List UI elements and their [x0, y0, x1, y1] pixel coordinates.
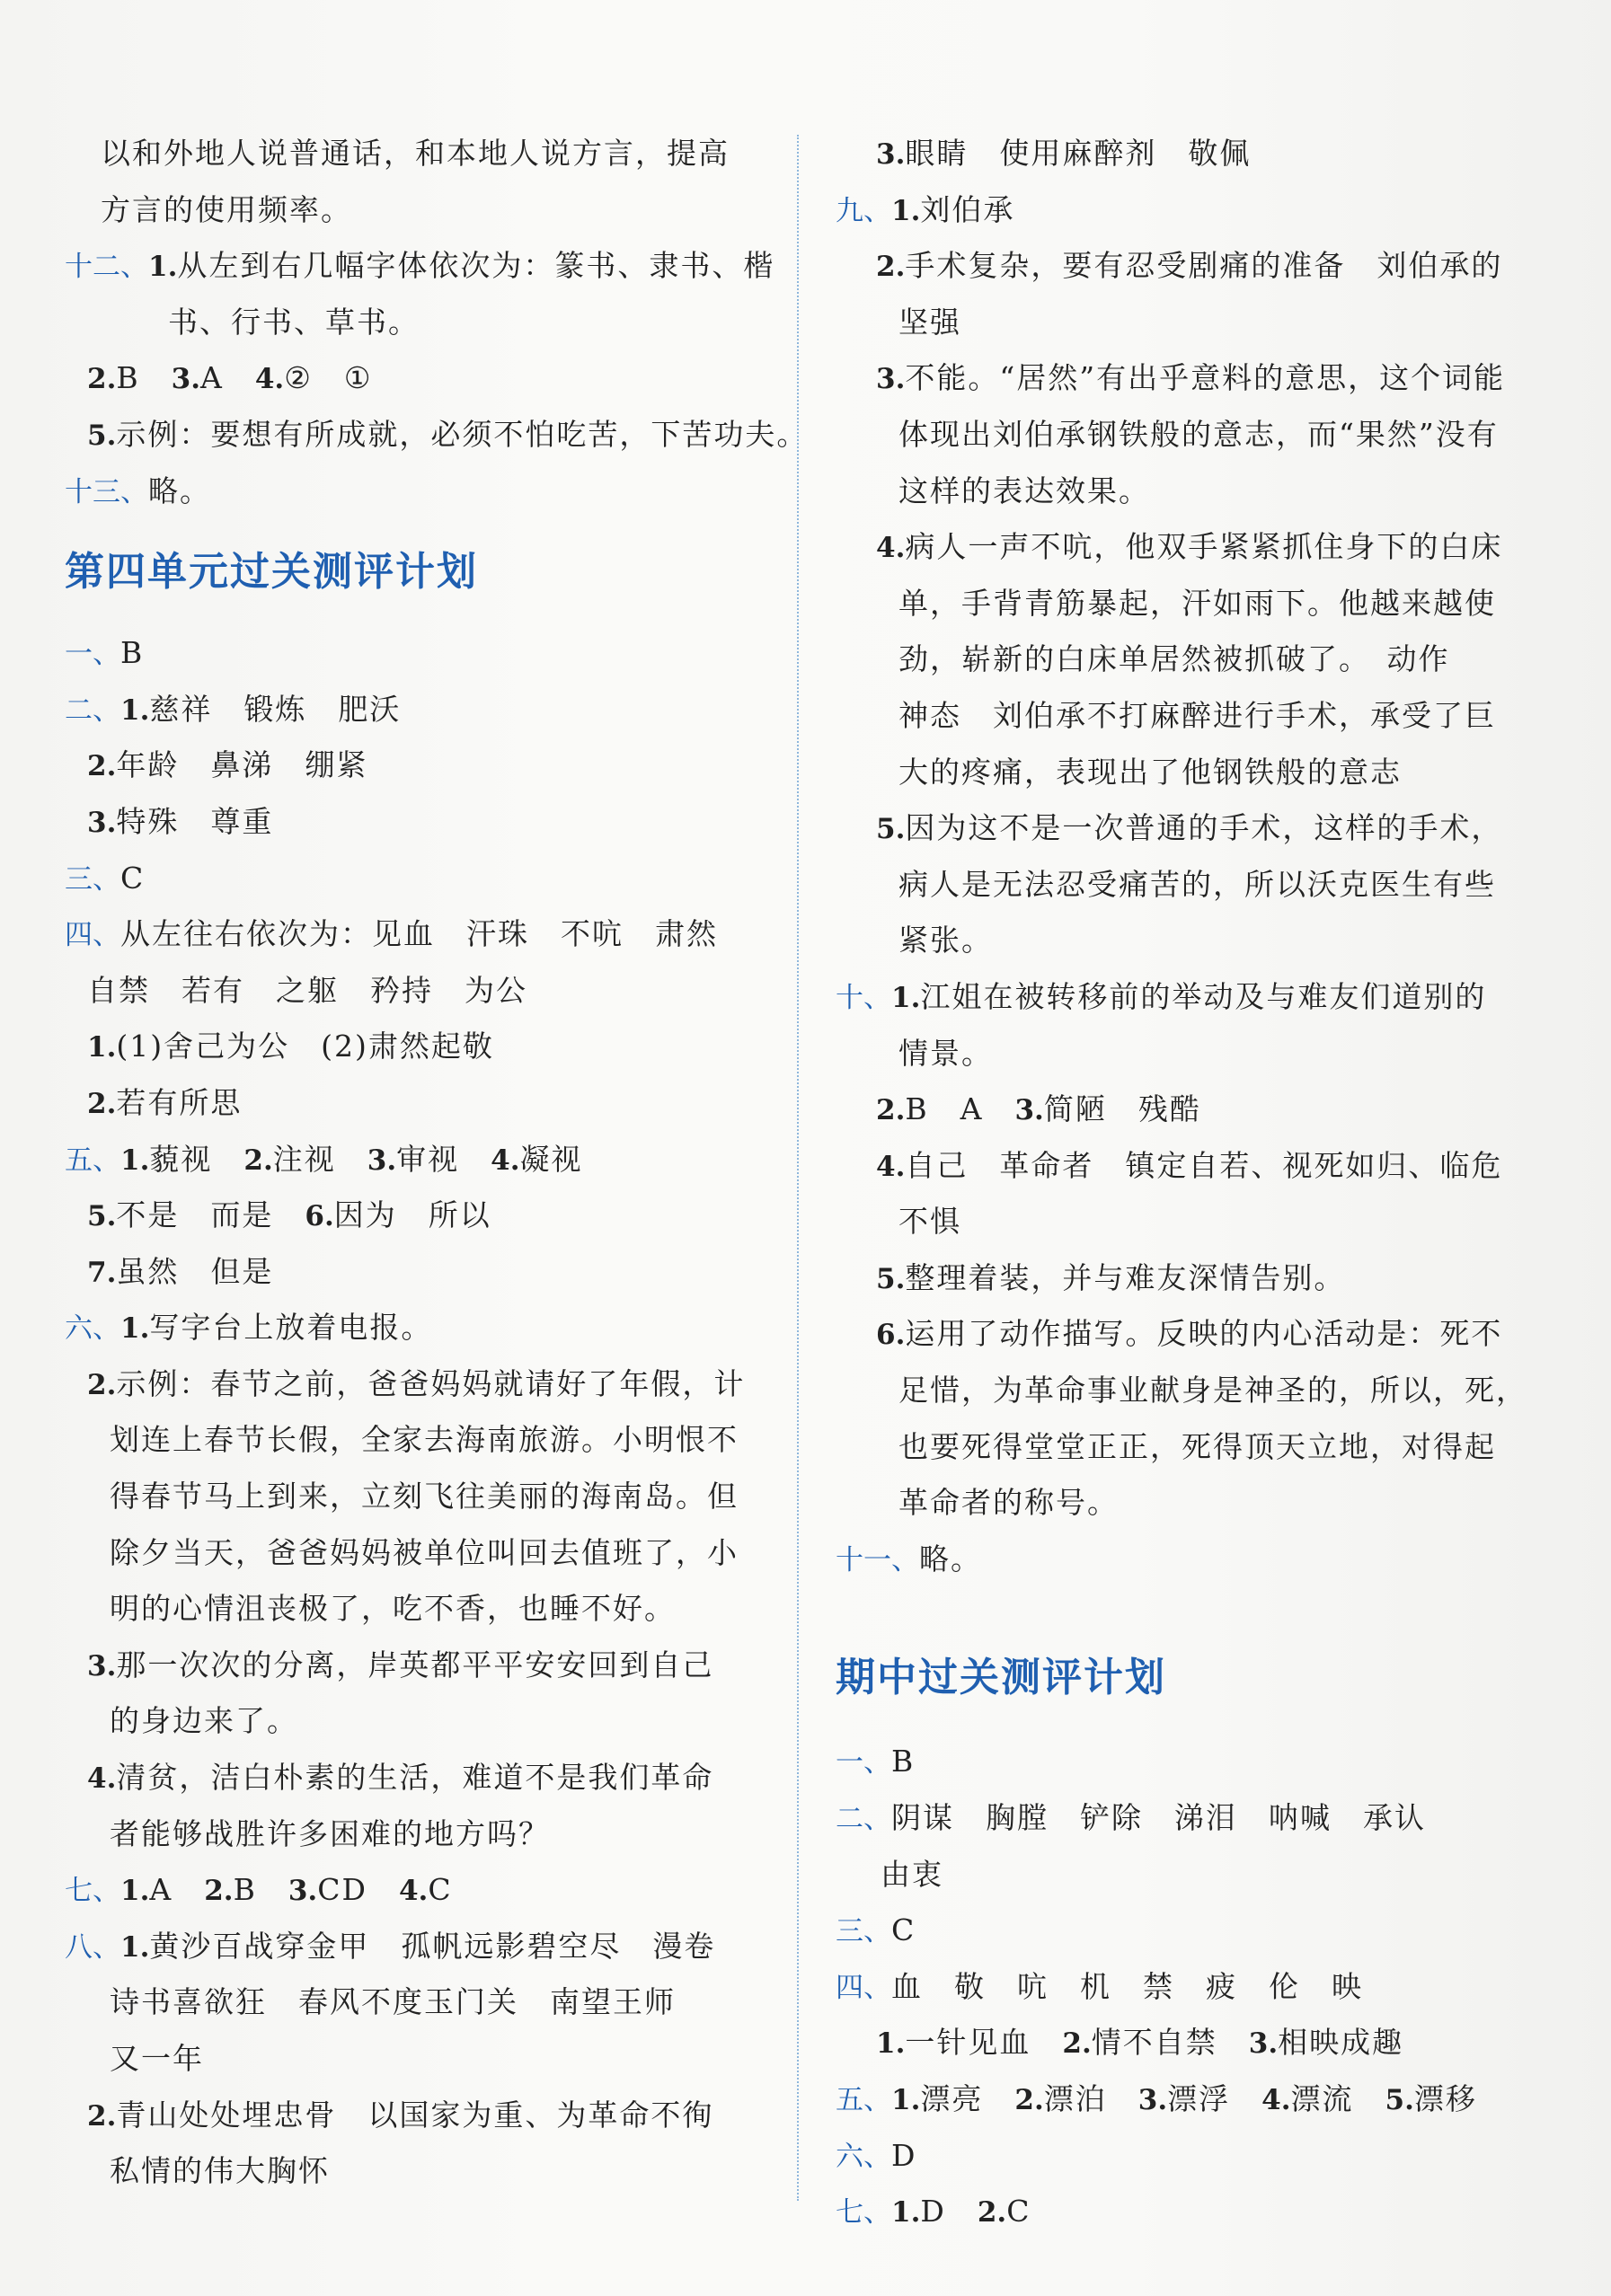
answer-line [836, 857, 1536, 914]
answer-line [836, 182, 1536, 239]
answer-text: 病人是无法忍受痛苦的，所以沃克医生有些 [898, 866, 1496, 902]
answer-text: C [891, 1912, 916, 1948]
answer-line [65, 2031, 766, 2088]
item-number: 3. [87, 1649, 117, 1682]
question-number: 九、 [836, 194, 891, 227]
answer-line [836, 1082, 1536, 1138]
answer-line [836, 631, 1536, 688]
item-number: 5. [87, 1200, 117, 1233]
answer-line [65, 295, 766, 351]
item-number: 1. [891, 194, 921, 227]
answer-text: 漂泊 [1043, 2081, 1138, 2116]
answer-line [836, 1959, 1536, 2016]
question-number: 六、 [65, 1312, 120, 1346]
answer-text: 方言的使用频率。 [101, 191, 352, 227]
answer-line [836, 576, 1536, 632]
answer-text: 注视 [272, 1141, 367, 1177]
answer-line [836, 126, 1536, 182]
item-number: 1. [891, 2084, 921, 2116]
item-number: 6. [305, 1200, 334, 1233]
answer-text: 审视 [396, 1141, 491, 1177]
answer-text: 示例：要想有所成就，必须不怕吃苦，下苦功夫。 [116, 416, 809, 452]
answer-line [836, 1419, 1536, 1476]
answer-text: 年龄 鼻涕 绷紧 [116, 747, 368, 783]
answer-line [65, 1469, 766, 1525]
answer-line [65, 682, 766, 738]
answer-text: C [120, 860, 146, 896]
answer-text: D [920, 2194, 978, 2230]
question-number: 六、 [836, 2140, 891, 2173]
answer-line [65, 1693, 766, 1750]
question-number: 八、 [65, 1930, 120, 1964]
question-number: 三、 [836, 1915, 891, 1948]
answer-line [65, 1132, 766, 1188]
answer-text: 诗书喜欲狂 春风不度玉门关 南望王师 [110, 1984, 676, 2020]
answer-text: 以和外地人说普通话，和本地人说方言，提高 [101, 136, 730, 171]
item-number: 5. [876, 813, 906, 846]
question-number: 三、 [65, 862, 120, 896]
question-number: 十二、 [65, 251, 148, 284]
item-number: 3. [876, 138, 906, 171]
answer-line [836, 2184, 1536, 2240]
item-number: 2. [204, 1875, 234, 1908]
item-number: 4. [398, 1875, 429, 1908]
item-number: 3. [87, 806, 117, 839]
answer-line [65, 1244, 766, 1301]
answer-text: 特殊 尊重 [116, 803, 274, 839]
answer-line [65, 126, 766, 182]
item-number: 1. [120, 1312, 150, 1346]
item-number: 5. [876, 1262, 906, 1295]
answer-text: CD [317, 1872, 399, 1908]
item-number: 2. [87, 363, 117, 396]
answer-text: D [891, 2137, 917, 2173]
answer-line [836, 1532, 1536, 1588]
answer-line [836, 1475, 1536, 1532]
answer-line [65, 182, 766, 239]
answer-text: 刘伯承 [920, 191, 1015, 227]
answer-text: 一针见血 [905, 2025, 1063, 2061]
question-number: 一、 [836, 1746, 891, 1779]
answer-text: 情景。 [898, 1035, 993, 1071]
answer-text: 略。 [919, 1541, 982, 1576]
answer-line [836, 2015, 1536, 2071]
item-number: 4. [491, 1144, 520, 1177]
item-number: 1. [148, 251, 178, 284]
answer-line [836, 350, 1536, 407]
answer-text: 虽然 但是 [116, 1253, 274, 1289]
answer-line [65, 464, 766, 520]
answer-text: 革命者的称号。 [898, 1485, 1119, 1521]
answer-text: B A [905, 1091, 1015, 1127]
answer-text: 除夕当天，爸爸妈妈被单位叫回去值班了，小 [110, 1534, 739, 1570]
answer-text: 漂移 [1413, 2081, 1477, 2116]
answer-text: 体现出刘伯承钢铁般的意志，而“果然”没有 [898, 416, 1499, 452]
question-number: 二、 [65, 693, 120, 727]
answer-text: 示例：春节之前，爸爸妈妈就请好了年假，计 [116, 1365, 746, 1401]
answer-line [65, 1806, 766, 1863]
answer-line [836, 1250, 1536, 1307]
answer-line [836, 800, 1536, 857]
answer-line [65, 1525, 766, 1582]
answer-line [836, 688, 1536, 745]
question-number: 十三、 [65, 475, 148, 508]
answer-line [836, 1363, 1536, 1419]
answer-line [836, 1790, 1536, 1847]
answer-text: 劲，崭新的白床单居然被抓破了。 动作 [898, 641, 1450, 677]
answer-text: 书、行书、草书。 [168, 304, 420, 340]
answer-text: 从左到右几幅字体依次为：篆书、隶书、楷 [177, 248, 775, 284]
answer-text: 不是 而是 [116, 1197, 305, 1233]
item-number: 3. [367, 1144, 397, 1177]
item-number: 2. [243, 1144, 273, 1177]
item-number: 1. [120, 693, 150, 727]
answer-text: A [149, 1872, 205, 1908]
question-number: 十、 [836, 981, 891, 1014]
answer-text: 漂流 [1290, 2081, 1385, 2116]
answer-text: 划连上春节长假，全家去海南旅游。小明恨不 [110, 1422, 739, 1458]
answer-text: 手术复杂，要有忍受剧痛的准备 刘伯承的 [905, 248, 1503, 284]
item-number: 7. [87, 1256, 117, 1289]
answer-line [836, 2071, 1536, 2128]
answer-text: 黄沙百战穿金甲 孤帆远影碧空尽 漫卷 [149, 1928, 716, 1964]
answer-text: A [200, 360, 255, 396]
answer-text: 简陋 残酷 [1043, 1091, 1201, 1127]
answer-text: 神态 刘伯承不打麻醉进行手术，承受了巨 [898, 697, 1496, 733]
item-number: 3. [171, 363, 201, 396]
answer-line [65, 1075, 766, 1132]
answer-text: 因为这不是一次普通的手术，这样的手术， [905, 810, 1503, 846]
answer-text: 这样的表达效果。 [898, 472, 1150, 508]
answer-line [65, 625, 766, 682]
question-number: 一、 [65, 638, 120, 671]
question-number: 五、 [65, 1144, 120, 1177]
answer-line [65, 1356, 766, 1413]
answer-line [65, 1750, 766, 1806]
answer-line [65, 1300, 766, 1356]
answer-text: 青山处处埋忠骨 以国家为重、为革命不徇 [116, 2097, 714, 2133]
answer-text: 阴谋 胸膛 铲除 涕泪 呐喊 承认 [891, 1800, 1426, 1836]
item-number: 2. [87, 750, 117, 783]
item-number: 2. [876, 1094, 906, 1127]
section-heading: 期中过关测评计划 [836, 1655, 1166, 1701]
answer-line [65, 1188, 766, 1244]
answer-line [836, 295, 1536, 351]
item-number: 2. [87, 1087, 117, 1120]
answer-line [836, 1194, 1536, 1250]
answer-line [65, 1862, 766, 1919]
answer-text: 因为 所以 [333, 1197, 491, 1233]
question-number: 四、 [836, 1971, 891, 2004]
answer-text: 略。 [148, 472, 211, 508]
item-number: 2. [977, 2196, 1007, 2230]
answer-text: 大的疼痛，表现出了他钢铁般的意志 [898, 754, 1402, 790]
answer-line [65, 238, 775, 295]
item-number: 3. [1248, 2027, 1279, 2061]
answer-line [65, 1638, 766, 1694]
answer-line [65, 737, 766, 794]
item-number: 1. [891, 2196, 921, 2230]
answer-text: 坚强 [898, 304, 961, 340]
answer-text: 运用了动作描写。反映的内心活动是：死不 [905, 1316, 1503, 1352]
item-number: 6. [876, 1319, 906, 1352]
answer-text: 江姐在被转移前的举动及与难友们道别的 [920, 978, 1487, 1014]
item-number: 2. [87, 2099, 117, 2133]
item-number: 3. [1137, 2084, 1168, 2116]
answer-text: 明的心情沮丧极了，吃不香，也睡不好。 [110, 1591, 676, 1627]
answer-line [836, 1847, 1536, 1903]
answer-text: 血 敬 吭 机 禁 疲 伦 映 [891, 1968, 1363, 2004]
question-number: 四、 [65, 919, 120, 952]
answer-text: 足惜，为革命事业献身是神圣的，所以，死， [898, 1373, 1527, 1409]
answer-text: ② ① [284, 360, 373, 396]
answer-line [836, 464, 1536, 520]
answer-text: 写字台上放着电报。 [149, 1310, 433, 1346]
item-number: 5. [1385, 2084, 1414, 2116]
item-number: 2. [1062, 2027, 1092, 2061]
answer-line [836, 913, 1536, 969]
answer-text: 漂亮 [920, 2081, 1015, 2116]
item-number: 4. [876, 1150, 906, 1183]
answer-text: 清贫，洁白朴素的生活，难道不是我们革命 [116, 1760, 714, 1796]
answer-text: 病人一声不吭，他双手紧紧抓住身下的白床 [905, 529, 1503, 565]
item-number: 1. [891, 981, 921, 1014]
answer-text: C [1006, 2194, 1031, 2230]
item-number: 4. [876, 532, 906, 565]
answer-text: B [116, 360, 172, 396]
answer-line [836, 1026, 1536, 1082]
answer-text: 慈祥 锻炼 肥沃 [149, 691, 402, 727]
answer-text: 自禁 若有 之躯 矜持 为公 [87, 972, 527, 1008]
answer-text: 漂浮 [1167, 2081, 1262, 2116]
question-number: 七、 [65, 1875, 120, 1908]
answer-text: 由衷 [881, 1856, 943, 1892]
right-column [836, 126, 1536, 2240]
item-number: 1. [120, 1875, 150, 1908]
item-number: 2. [876, 251, 906, 284]
answer-text: 不惧 [898, 1204, 961, 1240]
answer-text: 单，手背青筋暴起，汗如雨下。他越来越使 [898, 585, 1496, 621]
answer-line [65, 1019, 766, 1075]
item-number: 3. [1014, 1094, 1044, 1127]
item-number: 3. [876, 363, 906, 396]
section-heading: 第四单元过关测评计划 [65, 549, 478, 596]
answer-text: 私情的伟大胸怀 [110, 2153, 330, 2189]
item-number: 1. [876, 2027, 906, 2061]
answer-line [65, 794, 766, 851]
answer-text: B [120, 635, 145, 671]
answer-text: 从左往右依次为：见血 汗珠 不吭 肃然 [120, 916, 718, 952]
answer-text: 若有所思 [116, 1084, 243, 1120]
answer-text: (1)舍己为公 (2)肃然起敬 [116, 1029, 494, 1064]
answer-line [65, 1581, 766, 1638]
answer-line [836, 2128, 1536, 2185]
answer-line [836, 969, 1536, 1026]
answer-line [836, 519, 1536, 576]
answer-text: C [428, 1872, 453, 1908]
answer-text: 眼睛 使用麻醉剂 敬佩 [905, 136, 1252, 171]
answer-text: 凝视 [519, 1141, 583, 1177]
answer-line [836, 745, 1536, 801]
answer-line [836, 238, 1536, 295]
answer-line [65, 350, 766, 407]
answer-line [836, 1138, 1536, 1195]
answer-line [836, 1734, 1536, 1790]
answer-line [65, 407, 809, 464]
answer-line [65, 1974, 766, 2031]
answer-line [836, 407, 1536, 464]
answer-text: 紧张。 [898, 923, 993, 958]
answer-line [836, 1903, 1536, 1959]
answer-line [65, 1919, 766, 1975]
question-number: 五、 [836, 2084, 891, 2116]
answer-line [836, 1306, 1536, 1363]
item-number: 5. [87, 419, 117, 452]
answer-line [65, 2088, 766, 2144]
item-number: 3. [288, 1875, 318, 1908]
item-number: 1. [87, 1031, 117, 1064]
answer-line [65, 2143, 766, 2200]
answer-text: 得春节马上到来，立刻飞往美丽的海南岛。但 [110, 1479, 739, 1514]
answer-text: 自己 革命者 镇定自若、视死如归、临危 [905, 1147, 1503, 1183]
item-number: 1. [120, 1144, 150, 1177]
answer-text: 也要死得堂堂正正，死得顶天立地，对得起 [898, 1428, 1496, 1464]
answer-line [65, 851, 766, 907]
question-number: 二、 [836, 1803, 891, 1836]
answer-text: 藐视 [149, 1141, 244, 1177]
answer-text: 不能。“居然”有出乎意料的意思，这个词能 [905, 360, 1506, 396]
answer-line [65, 1412, 766, 1469]
item-number: 4. [254, 363, 285, 396]
question-number: 十一、 [836, 1543, 919, 1576]
answer-text: 整理着装，并与难友深情告别。 [905, 1259, 1346, 1295]
answer-text: 那一次次的分离，岸英都平平安安回到自己 [116, 1647, 714, 1682]
answer-text: 者能够战胜许多困难的地方吗？ [110, 1815, 550, 1851]
question-number: 七、 [836, 2196, 891, 2230]
answer-line [65, 963, 766, 1020]
item-number: 2. [1014, 2084, 1044, 2116]
item-number: 1. [120, 1930, 150, 1964]
left-column [65, 126, 809, 2200]
item-number: 2. [87, 1368, 117, 1401]
answer-text: 相映成趣 [1278, 2025, 1404, 2061]
answer-text: 情不自禁 [1091, 2025, 1249, 2061]
answer-text: 又一年 [110, 2041, 204, 2076]
answer-text: B [891, 1744, 916, 1779]
answer-text: 的身边来了。 [110, 1703, 298, 1739]
answer-line [65, 906, 766, 963]
item-number: 4. [87, 1762, 117, 1796]
answer-text: B [233, 1872, 288, 1908]
item-number: 4. [1261, 2084, 1291, 2116]
